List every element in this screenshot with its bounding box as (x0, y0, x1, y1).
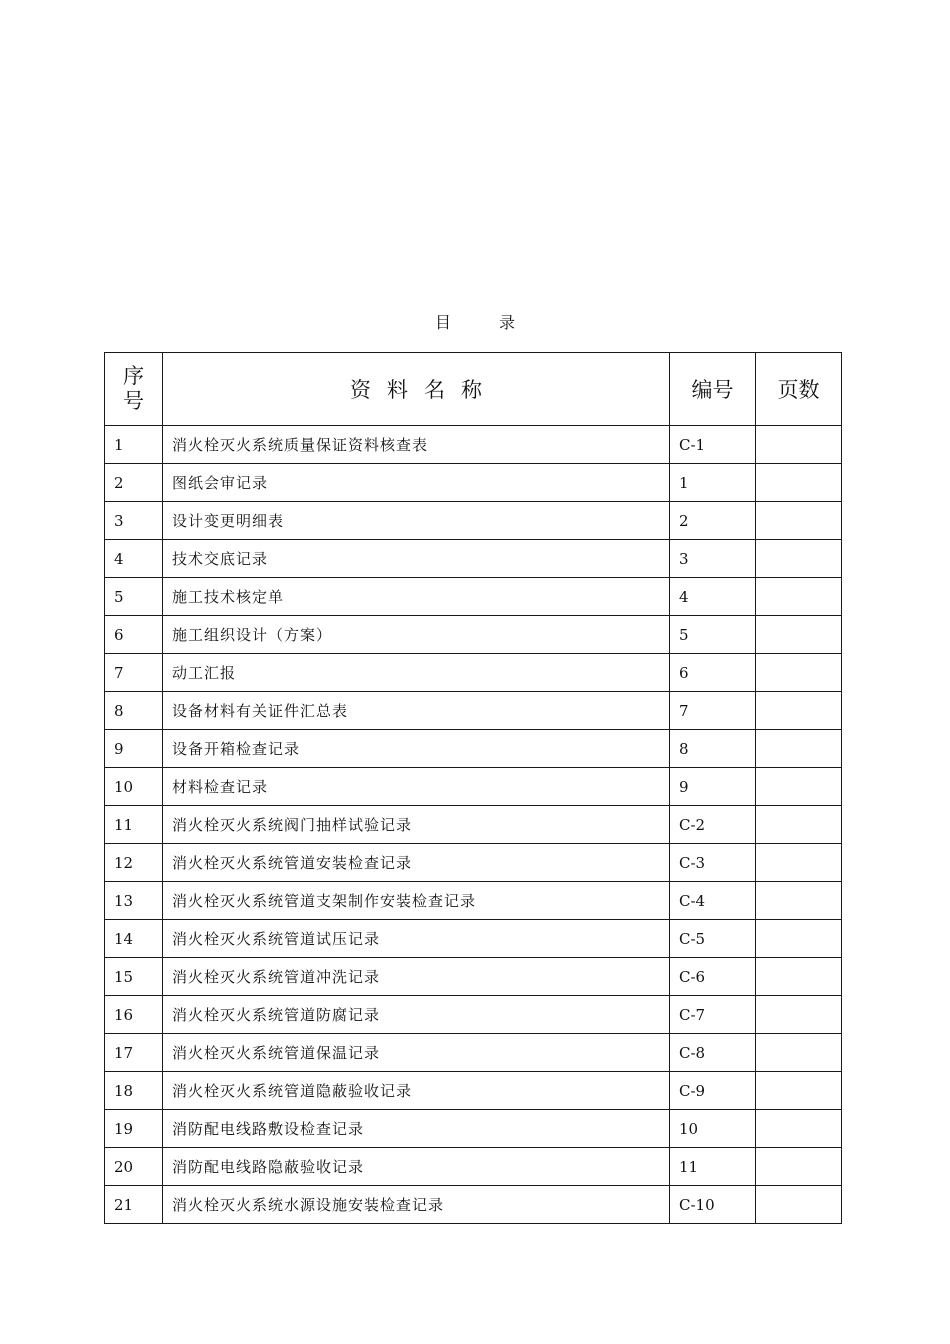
row-code-cell: C-2 (670, 806, 756, 844)
row-seq-cell: 11 (105, 806, 163, 844)
row-pages-cell (756, 1072, 842, 1110)
header-pages: 页数 (756, 353, 842, 426)
row-pages-cell (756, 426, 842, 464)
table-row (105, 692, 842, 730)
row-name-cell: 图纸会审记录 (163, 464, 670, 502)
table-row (105, 768, 842, 806)
row-code-cell: 3 (670, 540, 756, 578)
row-name-cell: 消防配电线路隐蔽验收记录 (163, 1148, 670, 1186)
row-code-cell: C-10 (670, 1186, 756, 1224)
row-code-cell: 5 (670, 616, 756, 654)
row-name-cell: 消火栓灭火系统管道防腐记录 (163, 996, 670, 1034)
row-pages-cell (756, 578, 842, 616)
row-seq-cell: 16 (105, 996, 163, 1034)
row-code-cell: C-7 (670, 996, 756, 1034)
row-name-cell: 消火栓灭火系统管道冲洗记录 (163, 958, 670, 996)
row-code-cell: C-9 (670, 1072, 756, 1110)
row-seq-cell: 17 (105, 1034, 163, 1072)
row-code-cell: 7 (670, 692, 756, 730)
row-name-cell: 消火栓灭火系统管道支架制作安装检查记录 (163, 882, 670, 920)
row-pages-cell (756, 996, 842, 1034)
header-seq-line2: 号 (123, 389, 144, 413)
header-seq (105, 353, 163, 426)
row-seq-cell: 8 (105, 692, 163, 730)
row-code-cell: C-1 (670, 426, 756, 464)
table-row (105, 464, 842, 502)
row-seq-cell: 7 (105, 654, 163, 692)
row-seq-cell: 5 (105, 578, 163, 616)
table-row (105, 844, 842, 882)
table-row (105, 730, 842, 768)
row-seq-cell: 10 (105, 768, 163, 806)
row-pages-cell (756, 730, 842, 768)
page-title-part1: 目 (434, 313, 451, 332)
table-row (105, 1110, 842, 1148)
header-code: 编号 (670, 353, 756, 426)
table-row (105, 1034, 842, 1072)
table-row (105, 806, 842, 844)
row-pages-cell (756, 1034, 842, 1072)
toc-body (105, 426, 842, 1224)
row-seq-cell: 15 (105, 958, 163, 996)
row-pages-cell (756, 958, 842, 996)
table-header-row (105, 353, 842, 426)
row-name-cell: 消火栓灭火系统阀门抽样试验记录 (163, 806, 670, 844)
row-pages-cell (756, 1148, 842, 1186)
row-name-cell: 设备材料有关证件汇总表 (163, 692, 670, 730)
row-code-cell: 2 (670, 502, 756, 540)
row-code-cell: 4 (670, 578, 756, 616)
row-code-cell: 9 (670, 768, 756, 806)
row-name-cell: 消火栓灭火系统管道保温记录 (163, 1034, 670, 1072)
row-pages-cell (756, 882, 842, 920)
table-row (105, 540, 842, 578)
row-pages-cell (756, 768, 842, 806)
row-name-cell: 施工组织设计（方案） (163, 616, 670, 654)
row-pages-cell (756, 616, 842, 654)
table-row (105, 920, 842, 958)
table-row (105, 426, 842, 464)
row-code-cell: C-3 (670, 844, 756, 882)
row-name-cell: 消火栓灭火系统水源设施安装检查记录 (163, 1186, 670, 1224)
toc-table (104, 352, 842, 1224)
page-title-part2: 录 (499, 313, 516, 332)
row-code-cell: C-8 (670, 1034, 756, 1072)
table-row (105, 996, 842, 1034)
row-pages-cell (756, 692, 842, 730)
table-row (105, 958, 842, 996)
row-seq-cell: 2 (105, 464, 163, 502)
row-pages-cell (756, 844, 842, 882)
row-seq-cell: 14 (105, 920, 163, 958)
table-row (105, 1186, 842, 1224)
row-seq-cell: 9 (105, 730, 163, 768)
row-pages-cell (756, 540, 842, 578)
row-name-cell: 技术交底记录 (163, 540, 670, 578)
row-name-cell: 消火栓灭火系统质量保证资料核查表 (163, 426, 670, 464)
row-code-cell: 1 (670, 464, 756, 502)
row-pages-cell (756, 464, 842, 502)
header-seq-line1: 序 (123, 364, 144, 388)
table-row (105, 502, 842, 540)
row-seq-cell: 4 (105, 540, 163, 578)
row-seq-cell: 6 (105, 616, 163, 654)
header-name: 资料名称 (163, 353, 670, 426)
row-name-cell: 设计变更明细表 (163, 502, 670, 540)
row-name-cell: 动工汇报 (163, 654, 670, 692)
row-name-cell: 消火栓灭火系统管道安装检查记录 (163, 844, 670, 882)
table-row (105, 1148, 842, 1186)
page-title (0, 310, 950, 333)
row-pages-cell (756, 806, 842, 844)
row-name-cell: 设备开箱检查记录 (163, 730, 670, 768)
row-code-cell: C-5 (670, 920, 756, 958)
table-row (105, 654, 842, 692)
row-code-cell: 6 (670, 654, 756, 692)
row-code-cell: 10 (670, 1110, 756, 1148)
row-code-cell: C-6 (670, 958, 756, 996)
row-code-cell: 8 (670, 730, 756, 768)
row-pages-cell (756, 1186, 842, 1224)
row-code-cell: C-4 (670, 882, 756, 920)
row-seq-cell: 18 (105, 1072, 163, 1110)
row-seq-cell: 12 (105, 844, 163, 882)
row-pages-cell (756, 920, 842, 958)
row-name-cell: 消火栓灭火系统管道隐蔽验收记录 (163, 1072, 670, 1110)
row-seq-cell: 21 (105, 1186, 163, 1224)
row-name-cell: 材料检查记录 (163, 768, 670, 806)
row-seq-cell: 1 (105, 426, 163, 464)
row-name-cell: 消防配电线路敷设检查记录 (163, 1110, 670, 1148)
table-row (105, 1072, 842, 1110)
row-seq-cell: 20 (105, 1148, 163, 1186)
table-row (105, 882, 842, 920)
row-pages-cell (756, 502, 842, 540)
table-row (105, 616, 842, 654)
row-pages-cell (756, 1110, 842, 1148)
row-name-cell: 消火栓灭火系统管道试压记录 (163, 920, 670, 958)
row-name-cell: 施工技术核定单 (163, 578, 670, 616)
table-row (105, 578, 842, 616)
row-pages-cell (756, 654, 842, 692)
row-code-cell: 11 (670, 1148, 756, 1186)
row-seq-cell: 3 (105, 502, 163, 540)
row-seq-cell: 13 (105, 882, 163, 920)
row-seq-cell: 19 (105, 1110, 163, 1148)
